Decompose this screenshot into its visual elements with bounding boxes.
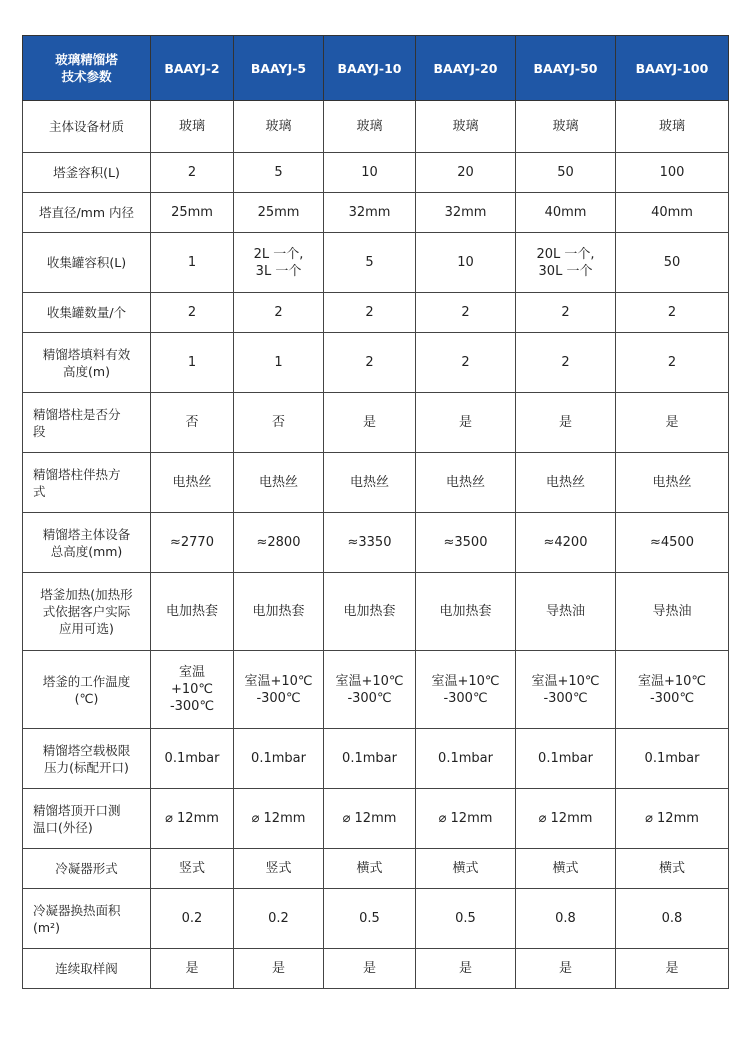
table-row: [23, 333, 729, 393]
table-cell: 2: [324, 333, 416, 393]
table-cell: 横式: [516, 849, 616, 889]
model-header: BAAYJ-100: [616, 36, 729, 101]
table-row: [23, 393, 729, 453]
table-cell: 电热丝: [234, 453, 324, 513]
table-cell: ≈3350: [324, 513, 416, 573]
table-row: [23, 153, 729, 193]
table-cell: 是: [616, 949, 729, 989]
table-cell: ⌀ 12mm: [616, 789, 729, 849]
table-row: [23, 651, 729, 729]
table-cell: 25mm: [151, 193, 234, 233]
table-cell: ⌀ 12mm: [151, 789, 234, 849]
table-cell: 2: [516, 293, 616, 333]
table-cell: 1: [234, 333, 324, 393]
row-label: 塔釜的工作温度 (℃): [23, 651, 151, 729]
table-row: [23, 233, 729, 293]
table-cell: 0.1mbar: [516, 729, 616, 789]
table-cell: 0.5: [416, 889, 516, 949]
table-row: [23, 889, 729, 949]
table-cell: 玻璃: [234, 101, 324, 153]
row-label: 精馏塔填料有效 高度(m): [23, 333, 151, 393]
table-cell: 0.1mbar: [616, 729, 729, 789]
table-cell: 32mm: [324, 193, 416, 233]
table-row: [23, 513, 729, 573]
table-cell: 电热丝: [416, 453, 516, 513]
table-cell: 室温+10℃ -300℃: [616, 651, 729, 729]
table-cell: 是: [416, 949, 516, 989]
table-cell: 0.2: [151, 889, 234, 949]
table-cell: 室温+10℃ -300℃: [324, 651, 416, 729]
row-label: 精馏塔空载极限 压力(标配开口): [23, 729, 151, 789]
table-cell: 是: [416, 393, 516, 453]
table-row: [23, 949, 729, 989]
row-label: 精馏塔顶开口测 温口(外径): [23, 789, 151, 849]
table-cell: 0.5: [324, 889, 416, 949]
table-cell: ≈2770: [151, 513, 234, 573]
table-cell: 玻璃: [151, 101, 234, 153]
table-cell: 电热丝: [616, 453, 729, 513]
table-cell: 40mm: [516, 193, 616, 233]
table-cell: 2: [616, 333, 729, 393]
table-cell: 0.8: [616, 889, 729, 949]
table-cell: 2: [151, 293, 234, 333]
header-row: [23, 36, 729, 101]
table-row: [23, 101, 729, 153]
table-row: [23, 193, 729, 233]
table-cell: 2: [416, 293, 516, 333]
table-cell: 是: [516, 949, 616, 989]
table-cell: 40mm: [616, 193, 729, 233]
corner-header: 玻璃精馏塔 技术参数: [23, 36, 151, 101]
table-cell: 电加热套: [234, 573, 324, 651]
table-cell: 室温+10℃ -300℃: [416, 651, 516, 729]
row-label: 塔釜容积(L): [23, 153, 151, 193]
table-cell: 否: [151, 393, 234, 453]
table-cell: 20: [416, 153, 516, 193]
table-cell: 横式: [324, 849, 416, 889]
table-cell: 5: [234, 153, 324, 193]
table-cell: ⌀ 12mm: [516, 789, 616, 849]
table-cell: 室温 +10℃ -300℃: [151, 651, 234, 729]
row-label: 主体设备材质: [23, 101, 151, 153]
table-cell: 2: [516, 333, 616, 393]
table-cell: 是: [516, 393, 616, 453]
table-cell: 2: [234, 293, 324, 333]
spec-table: [22, 35, 729, 989]
table-cell: 电加热套: [324, 573, 416, 651]
row-label: 连续取样阀: [23, 949, 151, 989]
table-cell: 电加热套: [416, 573, 516, 651]
table-cell: 0.1mbar: [324, 729, 416, 789]
table-row: [23, 849, 729, 889]
table-row: [23, 573, 729, 651]
table-cell: 2: [324, 293, 416, 333]
row-label: 精馏塔主体设备 总高度(mm): [23, 513, 151, 573]
table-cell: 电热丝: [151, 453, 234, 513]
table-cell: 0.2: [234, 889, 324, 949]
table-cell: 5: [324, 233, 416, 293]
table-cell: ≈3500: [416, 513, 516, 573]
table-row: [23, 789, 729, 849]
table-cell: 2: [151, 153, 234, 193]
table-cell: 50: [516, 153, 616, 193]
table-cell: ≈4500: [616, 513, 729, 573]
table-row: [23, 729, 729, 789]
table-cell: 否: [234, 393, 324, 453]
table-cell: 2: [416, 333, 516, 393]
row-label: 塔釜加热(加热形 式依据客户实际 应用可选): [23, 573, 151, 651]
table-cell: ≈4200: [516, 513, 616, 573]
row-label: 冷凝器形式: [23, 849, 151, 889]
table-cell: 电热丝: [324, 453, 416, 513]
model-header: BAAYJ-5: [234, 36, 324, 101]
table-cell: 100: [616, 153, 729, 193]
table-cell: 横式: [416, 849, 516, 889]
table-cell: 玻璃: [516, 101, 616, 153]
row-label: 收集罐数量/个: [23, 293, 151, 333]
table-cell: 50: [616, 233, 729, 293]
model-header: BAAYJ-10: [324, 36, 416, 101]
table-cell: 竖式: [151, 849, 234, 889]
table-cell: 25mm: [234, 193, 324, 233]
table-cell: 是: [616, 393, 729, 453]
table-cell: 1: [151, 233, 234, 293]
table-row: [23, 453, 729, 513]
table-cell: 竖式: [234, 849, 324, 889]
table-cell: 10: [416, 233, 516, 293]
table-cell: 32mm: [416, 193, 516, 233]
table-cell: 2L 一个, 3L 一个: [234, 233, 324, 293]
table-cell: 电加热套: [151, 573, 234, 651]
table-cell: ≈2800: [234, 513, 324, 573]
table-cell: 导热油: [516, 573, 616, 651]
table-cell: ⌀ 12mm: [234, 789, 324, 849]
row-label: 精馏塔柱是否分 段: [23, 393, 151, 453]
model-header: BAAYJ-50: [516, 36, 616, 101]
table-cell: 2: [616, 293, 729, 333]
model-header: BAAYJ-20: [416, 36, 516, 101]
table-cell: 玻璃: [616, 101, 729, 153]
table-cell: 1: [151, 333, 234, 393]
table-cell: 是: [324, 949, 416, 989]
table-cell: 电热丝: [516, 453, 616, 513]
table-cell: 室温+10℃ -300℃: [234, 651, 324, 729]
table-cell: 0.1mbar: [416, 729, 516, 789]
model-header: BAAYJ-2: [151, 36, 234, 101]
row-label: 精馏塔柱伴热方 式: [23, 453, 151, 513]
table-cell: 玻璃: [324, 101, 416, 153]
table-cell: 0.8: [516, 889, 616, 949]
table-cell: 是: [151, 949, 234, 989]
table-cell: 20L 一个, 30L 一个: [516, 233, 616, 293]
table-cell: 玻璃: [416, 101, 516, 153]
table-row: [23, 293, 729, 333]
table-cell: 0.1mbar: [234, 729, 324, 789]
table-cell: 0.1mbar: [151, 729, 234, 789]
row-label: 塔直径/mm 内径: [23, 193, 151, 233]
row-label: 收集罐容积(L): [23, 233, 151, 293]
table-cell: 横式: [616, 849, 729, 889]
table-cell: 是: [234, 949, 324, 989]
row-label: 冷凝器换热面积 (m²): [23, 889, 151, 949]
table-cell: 导热油: [616, 573, 729, 651]
table-cell: ⌀ 12mm: [416, 789, 516, 849]
table-cell: 室温+10℃ -300℃: [516, 651, 616, 729]
table-cell: 10: [324, 153, 416, 193]
table-cell: ⌀ 12mm: [324, 789, 416, 849]
table-cell: 是: [324, 393, 416, 453]
